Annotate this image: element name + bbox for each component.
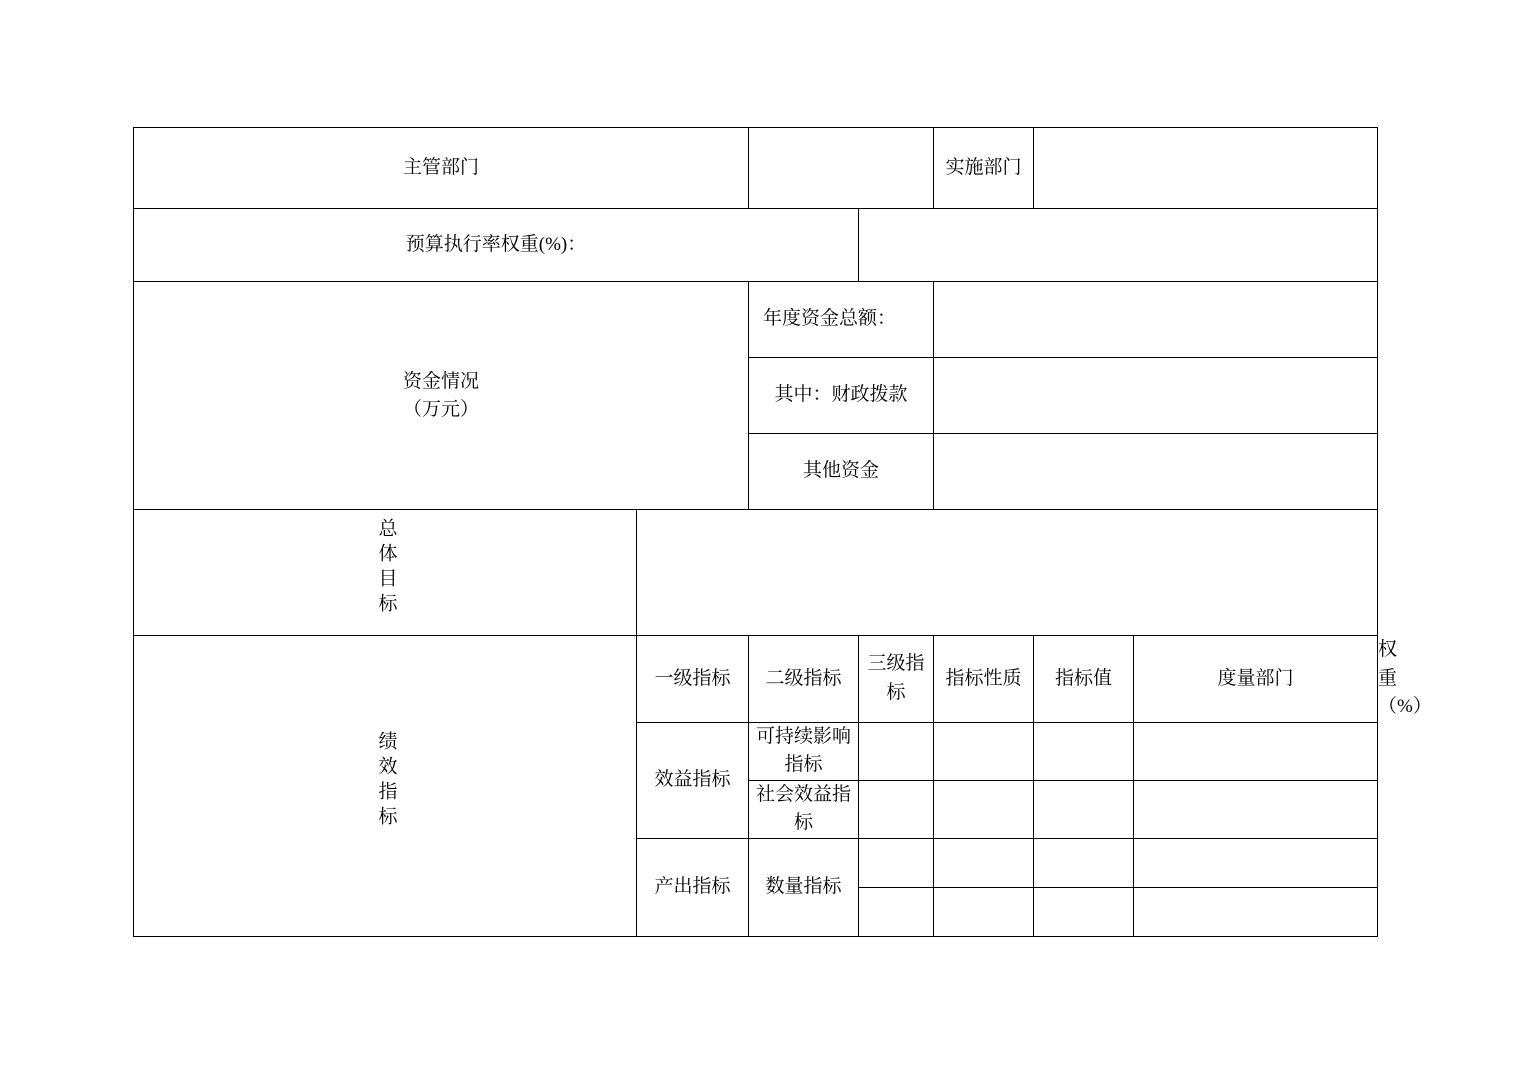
label-funds-line2: （万元） (402, 398, 479, 420)
cell-nature-row4[interactable] (934, 887, 1034, 936)
label-fiscal-appropriation: 其中：财政拨款 (749, 358, 934, 434)
cell-nature-row1[interactable] (934, 722, 1034, 780)
header-level3-indicator: 三级指标 (859, 636, 934, 723)
label-funds-situation (134, 282, 749, 510)
label-annual-total-funds: 年度资金总额： (749, 282, 934, 358)
value-overall-goal[interactable] (637, 510, 1378, 636)
cell-measure-dept-row3[interactable] (1134, 838, 1378, 887)
value-fiscal-appropriation[interactable] (934, 358, 1378, 434)
cell-value-row1[interactable] (1034, 722, 1134, 780)
table-row-overall-goal (134, 510, 1378, 636)
label-other-funds: 其他资金 (749, 434, 934, 510)
cell-level3-row1[interactable] (859, 722, 934, 780)
value-implementer-dept[interactable] (1034, 128, 1378, 209)
header-indicator-nature: 指标性质 (934, 636, 1034, 723)
value-supervisor-dept[interactable] (749, 128, 934, 209)
table-row-funds-total (134, 282, 1378, 358)
cell-value-row2[interactable] (1034, 780, 1134, 838)
cell-nature-row2[interactable] (934, 780, 1034, 838)
cell-level1-output: 产出指标 (637, 838, 749, 936)
cell-level3-row4[interactable] (859, 887, 934, 936)
cell-level1-benefit: 效益指标 (637, 722, 749, 838)
cell-level2-social-benefit: 社会效益指标 (749, 780, 859, 838)
cell-nature-row3[interactable] (934, 838, 1034, 887)
cell-measure-dept-row2[interactable] (1134, 780, 1378, 838)
header-level1-indicator: 一级指标 (637, 636, 749, 723)
cell-level3-row2[interactable] (859, 780, 934, 838)
table-row-performance-header: 绩效指标 一级指标 二级指标 三级指标 指标性质 指标值 度量部门 权重（%） (134, 636, 1378, 723)
cell-measure-dept-row4[interactable] (1134, 887, 1378, 936)
header-indicator-value: 指标值 (1034, 636, 1134, 723)
label-budget-execution-weight: 预算执行率权重(%)： (134, 209, 859, 282)
header-level2-indicator: 二级指标 (749, 636, 859, 723)
label-overall-goal-text: 总体目标 (375, 517, 397, 618)
label-performance-indicators-text: 绩效指标 (375, 731, 397, 831)
table-row-department (134, 128, 1378, 209)
label-implementer-dept: 实施部门 (934, 128, 1034, 209)
label-supervisor-dept: 主管部门 (134, 128, 749, 209)
value-annual-total-funds[interactable] (934, 282, 1378, 358)
label-funds-line1: 资金情况 (402, 370, 479, 392)
value-other-funds[interactable] (934, 434, 1378, 510)
table-row-budget-weight (134, 209, 1378, 282)
cell-value-row4[interactable] (1034, 887, 1134, 936)
cell-level2-sustainable-impact: 可持续影响指标 (749, 722, 859, 780)
label-performance-indicators (134, 636, 637, 937)
cell-measure-dept-row1[interactable] (1134, 722, 1378, 780)
header-measure-dept: 度量部门 (1134, 636, 1378, 723)
cell-level2-quantity: 数量指标 (749, 838, 859, 936)
label-overall-goal (134, 510, 637, 636)
cell-level3-row3[interactable] (859, 838, 934, 887)
cell-value-row3[interactable] (1034, 838, 1134, 887)
performance-target-form (133, 127, 1432, 937)
value-budget-execution-weight[interactable] (859, 209, 1378, 282)
form-table (133, 127, 1432, 937)
